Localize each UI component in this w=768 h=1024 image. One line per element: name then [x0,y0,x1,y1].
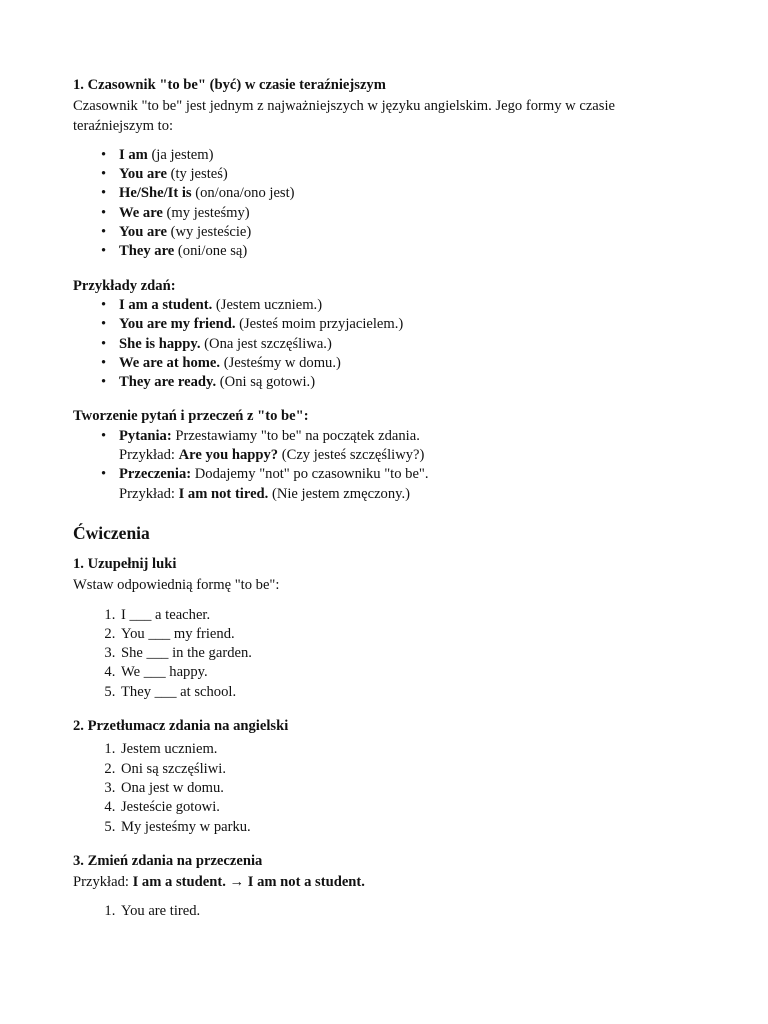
exercise-2-heading: 2. Przetłumacz zdania na angielski [73,718,289,735]
list-item: 1. You are tired. [119,902,695,921]
questions-heading: Tworzenie pytań i przeczeń z "to be": [73,408,309,425]
list-item: • You are (ty jesteś) [119,165,695,184]
list-item: • We are (my jesteśmy) [119,204,695,223]
list-item: 4. We ___ happy. [119,663,695,682]
list-item: 1. I ___ a teacher. [119,606,695,625]
exercise-3-example: Przykład: I am a student. → I am not a student. [73,874,365,891]
list-item: 2. You ___ my friend. [119,625,695,644]
list-item: • She is happy. (Ona jest szczęśliwa.) [119,335,695,354]
examples-list [73,296,695,392]
exercise-1-list [73,606,695,702]
arrow-icon: → [229,874,245,891]
list-item: • Przeczenia: Dodajemy "not" po czasowniku "to be". Przykład: I am not tired. (Nie jestem zmęczony.) [119,465,695,504]
list-item: • They are (oni/one są) [119,242,695,261]
exercises-heading: Ćwiczenia [73,522,150,543]
exercise-1-instruction: Wstaw odpowiednią formę "to be": [73,577,280,594]
intro-paragraph: Czasownik "to be" jest jednym z najważniejszych w języku angielskim. Jego formy w czasie teraźniejszym to: [73,98,615,134]
list-item: 5. My jesteśmy w parku. [119,818,695,837]
list-item: 4. Jesteście gotowi. [119,798,695,817]
list-item: 5. They ___ at school. [119,683,695,702]
rules-list [73,427,695,504]
list-item: • He/She/It is (on/ona/ono jest) [119,184,695,203]
exercise-3-list [73,902,695,921]
section-heading: 1. Czasownik "to be" (być) w czasie teraźniejszym [73,77,386,93]
exercise-1-heading: 1. Uzupełnij luki [73,555,177,572]
list-item: • They are ready. (Oni są gotowi.) [119,373,695,392]
list-item: • I am (ja jestem) [119,146,695,165]
list-item: • I am a student. (Jestem uczniem.) [119,296,695,315]
list-item: • Pytania: Przestawiamy "to be" na początek zdania. Przykład: Are you happy? (Czy jesteś szczęśliwy?) [119,427,695,466]
list-item: 2. Oni są szczęśliwi. [119,760,695,779]
list-item: 3. She ___ in the garden. [119,644,695,663]
exercise-3-heading: 3. Zmień zdania na przeczenia [73,852,263,869]
list-item: • You are (wy jesteście) [119,223,695,242]
list-item: • We are at home. (Jesteśmy w domu.) [119,354,695,373]
exercise-2-list [73,740,695,836]
examples-heading: Przykłady zdań: [73,277,176,294]
list-item: 3. Ona jest w domu. [119,779,695,798]
forms-list [73,146,695,262]
list-item: 1. Jestem uczniem. [119,740,695,759]
list-item: • You are my friend. (Jesteś moim przyjacielem.) [119,315,695,334]
